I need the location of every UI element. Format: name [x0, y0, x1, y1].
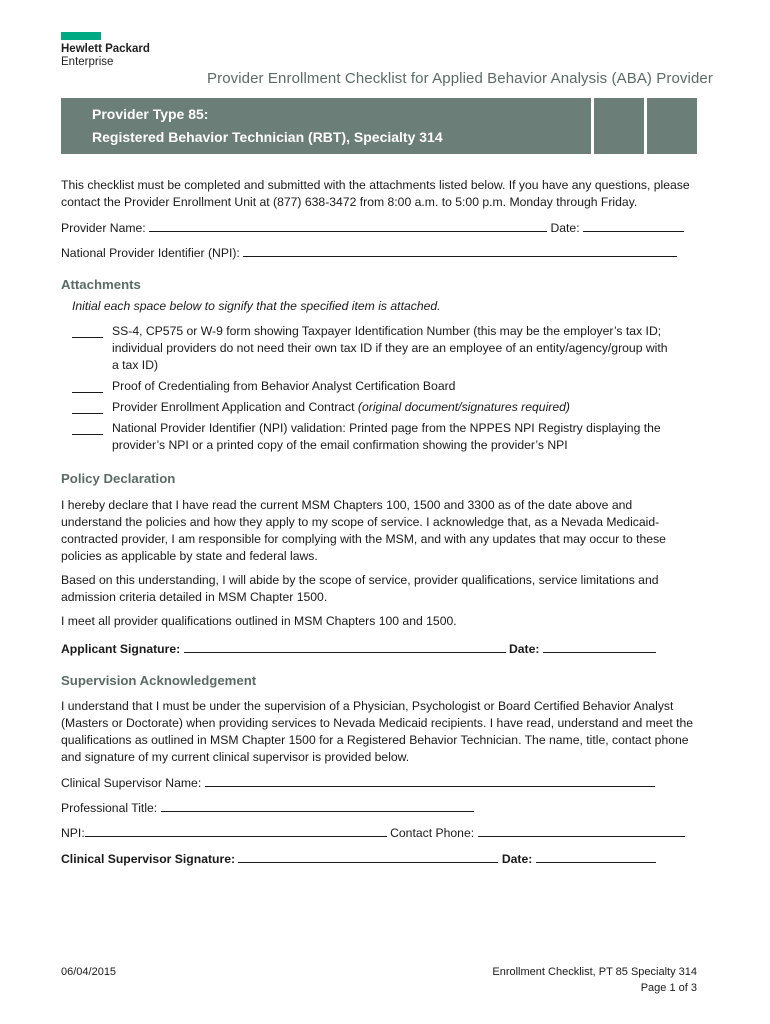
footer-doc-name: Enrollment Checklist, PT 85 Specialty 314	[492, 966, 697, 978]
attachment-1-line-2: individual providers do not need their own tax ID if they are an employee of an entity/agency/group with	[112, 341, 668, 355]
professional-title-field[interactable]	[161, 799, 474, 812]
supervisor-npi-row	[61, 824, 685, 840]
attachment-1-line-3: a tax ID)	[112, 358, 159, 372]
provider-name-label: Provider Name:	[61, 221, 146, 235]
applicant-date-field[interactable]	[543, 640, 656, 653]
npi-label: National Provider Identifier (NPI):	[61, 246, 240, 260]
attachment-4-initial-field[interactable]	[72, 423, 103, 435]
contact-phone-field[interactable]	[478, 824, 685, 837]
professional-title-label: Professional Title:	[61, 801, 158, 815]
attachments-instruction: Initial each space below to signify that the specified item is attached.	[72, 299, 441, 313]
attachment-3-note: (original document/signatures required)	[357, 400, 570, 414]
supervision-line-4: and signature of my current clinical supervisor is provided below.	[61, 750, 410, 764]
attachment-1-initial-field[interactable]	[72, 326, 103, 338]
intro-line-1: This checklist must be completed and submitted with the attachments listed below. If you have any questions, please	[61, 178, 690, 192]
supervision-heading: Supervision Acknowledgement	[61, 673, 257, 688]
supervisor-npi-field[interactable]	[85, 824, 387, 837]
applicant-signature-label: Applicant Signature:	[61, 642, 181, 656]
policy-p2-line-1: Based on this understanding, I will abide by the scope of service, provider qualifications, service limitations and	[61, 573, 659, 587]
applicant-signature-field[interactable]	[184, 640, 506, 653]
attachment-4-line-1: National Provider Identifier (NPI) validation: Printed page from the NPPES NPI Registry displaying the	[112, 421, 661, 435]
attachment-1-line-1: SS-4, CP575 or W-9 form showing Taxpayer Identification Number (this may be the employer’s tax ID;	[112, 324, 662, 338]
provider-name-field[interactable]	[149, 219, 547, 232]
supervisor-signature-field[interactable]	[238, 850, 498, 863]
supervision-line-3: qualifications as outlined in MSM Chapter 1500 for a Registered Behavior Technician. The name, title, contact phone	[61, 733, 689, 747]
policy-p2-line-2: admission criteria detailed in MSM Chapter 1500.	[61, 590, 328, 604]
attachment-3-line-1	[112, 399, 570, 416]
policy-heading: Policy Declaration	[61, 471, 176, 486]
attachment-4-line-2: provider’s NPI or a printed copy of the email confirmation showing the provider’s NPI	[112, 438, 568, 452]
supervision-line-2: (Masters or Doctorate) when providing services to Nevada Medicaid recipients. I have read, understand and meet the	[61, 716, 694, 730]
provider-name-row	[61, 219, 684, 235]
professional-title-row	[61, 799, 474, 815]
banner-block-2	[647, 98, 697, 154]
intro-line-2: contact the Provider Enrollment Unit at (877) 638-3472 from 8:00 a.m. to 5:00 p.m. Monday through Friday.	[61, 195, 638, 209]
contact-phone-label: Contact Phone:	[390, 826, 475, 840]
banner-block-1	[594, 98, 644, 154]
attachment-3-initial-field[interactable]	[72, 402, 103, 414]
supervisor-signature-row	[61, 850, 656, 866]
provider-date-label: Date:	[550, 221, 580, 235]
npi-row	[61, 244, 677, 260]
footer-page-number: Page 1 of 3	[640, 982, 697, 994]
applicant-signature-row	[61, 640, 656, 656]
supervisor-name-label: Clinical Supervisor Name:	[61, 776, 202, 790]
attachments-heading: Attachments	[61, 277, 141, 292]
supervisor-date-label: Date:	[501, 852, 533, 866]
policy-p1-line-2: understand the policies and how they apply to my scope of service. I acknowledge that, as a Nevada Medicaid-	[61, 515, 660, 529]
policy-p3: I meet all provider qualifications outlined in MSM Chapters 100 and 1500.	[61, 614, 457, 628]
hpe-logo-mark	[61, 32, 101, 40]
attachment-2-line-1: Proof of Credentialing from Behavior Analyst Certification Board	[112, 379, 456, 393]
document-title: Provider Enrollment Checklist for Applied Behavior Analysis (ABA) Provider	[207, 70, 713, 87]
policy-p1-line-1: I hereby declare that I have read the current MSM Chapters 100, 1500 and 3300 as of the date above and	[61, 498, 633, 512]
attachment-3-text: Provider Enrollment Application and Contract	[112, 400, 355, 414]
policy-p1-line-4: policies as applicable by state and federal laws.	[61, 549, 318, 563]
supervisor-npi-label: NPI:	[61, 826, 85, 840]
npi-field[interactable]	[243, 244, 677, 257]
footer-date: 06/04/2015	[61, 966, 117, 978]
logo-text-line1: Hewlett Packard	[61, 43, 150, 55]
banner-provider-type: Provider Type 85:	[92, 106, 209, 122]
supervisor-signature-label: Clinical Supervisor Signature:	[61, 852, 236, 866]
attachment-2-initial-field[interactable]	[72, 381, 103, 393]
provider-date-field[interactable]	[583, 219, 684, 232]
logo-text-line2: Enterprise	[61, 56, 114, 68]
supervisor-name-row	[61, 774, 655, 790]
banner-specialty: Registered Behavior Technician (RBT), Specialty 314	[92, 129, 443, 145]
policy-p1-line-3: contracted provider, I am responsible for complying with the MSM, and with any updates that may occur to these	[61, 532, 666, 546]
supervisor-date-field[interactable]	[536, 850, 656, 863]
applicant-date-label: Date:	[508, 642, 540, 656]
supervision-line-1: I understand that I must be under the supervision of a Physician, Psychologist or Board Certified Behavior Analyst	[61, 699, 674, 713]
supervisor-name-field[interactable]	[205, 774, 655, 787]
